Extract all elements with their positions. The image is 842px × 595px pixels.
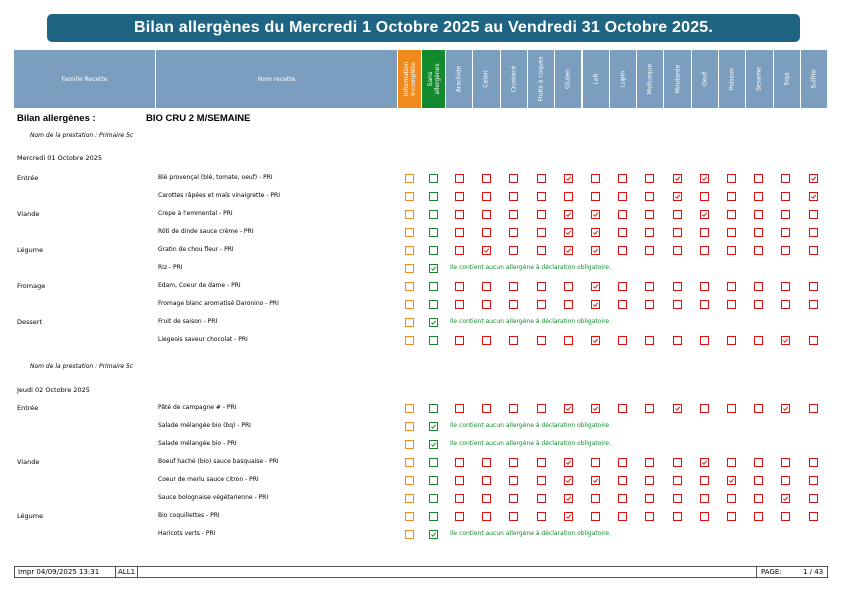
no-allergen-message: Ile contient aucun allergène à déclaration obligatoire. [450,422,612,429]
no-allergen-checkbox [429,282,438,291]
header-allergen-sesame [746,50,773,108]
recipe-name: Gratin de chou fleur - PRI [158,246,234,253]
allergen-checkbox [509,458,518,467]
allergen-checkbox [564,512,573,521]
allergen-checkbox [537,458,546,467]
page-footer [14,566,828,578]
allergen-checkbox [645,512,654,521]
recipe-name: Liegeois saveur chocolat - PRI [158,336,248,343]
allergen-checkbox [482,458,491,467]
recipe-name: Boeuf haché (bio) sauce basquaise - PRI [158,458,279,465]
allergen-checkbox [645,192,654,201]
info-incomplete-checkbox [405,228,414,237]
recipe-name: Bio coquillettes - PRI [158,512,220,519]
header-allergen-oeuf-label: Oeuf [701,71,709,87]
allergen-checkbox [754,476,763,485]
family-label: Légume [17,512,44,520]
info-incomplete-checkbox [405,192,414,201]
header-sans-allergenes-label: Sans allergènes [426,63,441,95]
header-allergen-lait [583,50,610,108]
allergen-checkbox [482,246,491,255]
page-number: 1 / 43 [803,568,824,576]
recipe-name: Fruit de saison - PRI [158,318,218,325]
allergen-checkbox [754,512,763,521]
allergen-checkbox [537,494,546,503]
allergen-checkbox [618,210,627,219]
allergen-checkbox [645,404,654,413]
allergen-checkbox [564,192,573,201]
allergen-checkbox [564,336,573,345]
allergen-checkbox [809,228,818,237]
no-allergen-checkbox [429,264,438,273]
allergen-checkbox [482,282,491,291]
allergen-checkbox [482,336,491,345]
allergen-checkbox [509,210,518,219]
allergen-checkbox [754,404,763,413]
header-allergen-mollusque-label: Mollusque [646,63,654,95]
recipe-name: Fromage blanc aromatisé Daronino - PRI [158,300,279,307]
allergen-checkbox [754,336,763,345]
no-allergen-checkbox [429,458,438,467]
recipe-name: Salade mélangée bio - PRI [158,440,237,447]
header-allergen-fruits-a-coques [528,50,555,108]
allergen-checkbox [455,404,464,413]
allergen-checkbox [727,476,736,485]
recipe-name: Coeur de merlu sauce citron - PRI [158,476,259,483]
allergen-checkbox [781,246,790,255]
allergen-checkbox [455,192,464,201]
allergen-checkbox [564,476,573,485]
allergen-checkbox [645,228,654,237]
no-allergen-checkbox [429,476,438,485]
header-famille-label: Famille Recette [61,75,108,83]
allergen-checkbox [754,174,763,183]
allergen-checkbox [591,476,600,485]
allergen-checkbox [673,174,682,183]
allergen-checkbox [455,336,464,345]
allergen-checkbox [564,246,573,255]
allergen-checkbox [700,300,709,309]
allergen-checkbox [509,336,518,345]
allergen-checkbox [754,300,763,309]
no-allergen-checkbox [429,318,438,327]
print-date: Impr 04/09/2025 13:31 [18,568,100,576]
allergen-checkbox [618,476,627,485]
allergen-checkbox [482,210,491,219]
no-allergen-checkbox [429,440,438,449]
allergen-checkbox [455,246,464,255]
allergen-checkbox [781,210,790,219]
allergen-checkbox [618,300,627,309]
allergen-checkbox [482,192,491,201]
allergen-checkbox [591,210,600,219]
allergen-checkbox [591,336,600,345]
no-allergen-checkbox [429,512,438,521]
allergen-checkbox [727,512,736,521]
table-header [14,50,828,108]
allergen-checkbox [455,458,464,467]
allergen-checkbox [781,494,790,503]
info-incomplete-checkbox [405,440,414,449]
info-incomplete-checkbox [405,530,414,539]
recipe-name: Rôti de dinde sauce crème - PRI [158,228,254,235]
allergen-checkbox [727,458,736,467]
no-allergen-message: Ile contient aucun allergène à déclaration obligatoire. [450,264,612,271]
prestation-name: Nom de la prestation : Primaire 5c [30,132,134,139]
allergen-checkbox [700,512,709,521]
allergen-checkbox [809,512,818,521]
allergen-checkbox [455,174,464,183]
allergen-checkbox [754,246,763,255]
allergen-checkbox [509,512,518,521]
header-allergen-lait-label: Lait [592,73,600,85]
info-incomplete-checkbox [405,494,414,503]
info-incomplete-checkbox [405,476,414,485]
allergen-checkbox [564,404,573,413]
no-allergen-checkbox [429,422,438,431]
allergen-checkbox [645,336,654,345]
allergen-checkbox [564,282,573,291]
allergen-checkbox [537,228,546,237]
allergen-checkbox [455,210,464,219]
allergen-checkbox [537,282,546,291]
allergen-checkbox [618,282,627,291]
allergen-checkbox [618,246,627,255]
allergen-checkbox [809,246,818,255]
page-label: PAGE: [761,568,782,576]
header-allergen-moutarde-label: Moutarde [674,64,682,94]
allergen-checkbox [537,404,546,413]
allergen-checkbox [564,210,573,219]
allergen-checkbox [509,192,518,201]
no-allergen-message: Ile contient aucun allergène à déclaration obligatoire. [450,530,612,537]
allergen-checkbox [537,300,546,309]
day-date: Jeudi 02 Octobre 2025 [17,386,90,394]
allergen-checkbox [809,192,818,201]
allergen-checkbox [618,174,627,183]
allergen-checkbox [727,494,736,503]
allergen-checkbox [645,458,654,467]
allergen-checkbox [727,282,736,291]
allergen-checkbox [455,282,464,291]
allergen-checkbox [482,512,491,521]
allergen-checkbox [781,512,790,521]
no-allergen-checkbox [429,494,438,503]
info-incomplete-checkbox [405,422,414,431]
allergen-checkbox [754,192,763,201]
prestation-name: Nom de la prestation : Primaire 5c [30,363,134,370]
header-allergen-celeri-label: Celeri [482,70,490,88]
allergen-checkbox [645,210,654,219]
allergen-checkbox [781,458,790,467]
allergen-checkbox [482,228,491,237]
allergen-checkbox [700,336,709,345]
allergen-checkbox [809,494,818,503]
allergen-checkbox [645,246,654,255]
recipe-name: Crepe à l'emmental - PRI [158,210,233,217]
info-incomplete-checkbox [405,458,414,467]
allergen-checkbox [564,458,573,467]
family-label: Viande [17,210,40,218]
day-date: Mercredi 01 Octobre 2025 [17,154,103,162]
allergen-checkbox [700,494,709,503]
recipe-name: Pâté de campagne # - PRI [158,404,237,411]
allergen-checkbox [645,494,654,503]
no-allergen-message: Ile contient aucun allergène à déclaration obligatoire. [450,440,612,447]
allergen-checkbox [509,246,518,255]
allergen-checkbox [618,512,627,521]
no-allergen-checkbox [429,228,438,237]
allergen-checkbox [591,246,600,255]
no-allergen-checkbox [429,530,438,539]
allergen-checkbox [673,192,682,201]
allergen-checkbox [509,228,518,237]
allergen-checkbox [727,174,736,183]
header-allergen-poisson-label: Poisson [728,67,736,91]
allergen-checkbox [700,282,709,291]
header-allergen-moutarde [664,50,691,108]
allergen-checkbox [537,512,546,521]
allergen-checkbox [809,282,818,291]
allergen-checkbox [809,336,818,345]
info-incomplete-checkbox [405,512,414,521]
allergen-checkbox [509,476,518,485]
allergen-checkbox [673,458,682,467]
recipe-name: Salade mélangée bio (bq) - PRI [158,422,251,429]
allergen-checkbox [781,300,790,309]
recipe-name: Edam, Coeur de dame - PRI [158,282,241,289]
header-nom-label: Nom recette [257,75,296,83]
allergen-checkbox [645,476,654,485]
allergen-checkbox [455,512,464,521]
header-nom [156,50,398,108]
allergen-checkbox [673,404,682,413]
allergen-checkbox [700,458,709,467]
allergen-checkbox [673,476,682,485]
allergen-checkbox [537,246,546,255]
allergen-checkbox [700,246,709,255]
allergen-checkbox [700,174,709,183]
allergen-checkbox [809,210,818,219]
allergen-checkbox [618,228,627,237]
no-allergen-checkbox [429,246,438,255]
allergen-checkbox [673,282,682,291]
allergen-checkbox [482,494,491,503]
info-incomplete-checkbox [405,246,414,255]
allergen-checkbox [482,404,491,413]
allergen-checkbox [809,174,818,183]
recipe-name: Riz - PRI [158,264,183,271]
allergen-checkbox [564,494,573,503]
info-incomplete-checkbox [405,336,414,345]
recipe-name: Carottes râpées et maïs vinaigrette - PRI [158,192,280,199]
no-allergen-checkbox [429,336,438,345]
allergen-checkbox [618,404,627,413]
header-info-incomplete-label: Information incomplète [402,61,417,97]
allergen-checkbox [509,282,518,291]
header-sans-allergenes [422,50,446,108]
allergen-checkbox [509,404,518,413]
allergen-checkbox [727,336,736,345]
header-info-incomplete [398,50,422,108]
info-incomplete-checkbox [405,300,414,309]
header-allergen-poisson [719,50,746,108]
allergen-checkbox [455,476,464,485]
allergen-checkbox [591,512,600,521]
allergen-checkbox [645,300,654,309]
allergen-checkbox [591,174,600,183]
recipe-name: Haricots verts - PRI [158,530,216,537]
info-incomplete-checkbox [405,174,414,183]
allergen-checkbox [618,192,627,201]
allergen-checkbox [781,336,790,345]
allergen-checkbox [700,210,709,219]
allergen-checkbox [482,174,491,183]
allergen-checkbox [482,300,491,309]
allergen-checkbox [727,228,736,237]
recipe-name: Sauce bolognaise végétarienne - PRI [158,494,269,501]
report-title: Bilan allergènes du Mercredi 1 Octobre 2025 au Vendredi 31 Octobre 2025. [47,14,800,42]
allergen-checkbox [781,404,790,413]
allergen-checkbox [591,494,600,503]
allergen-checkbox [564,300,573,309]
allergen-checkbox [509,494,518,503]
allergen-checkbox [455,494,464,503]
allergen-checkbox [809,476,818,485]
no-allergen-checkbox [429,404,438,413]
allergen-checkbox [727,300,736,309]
allergen-checkbox [482,476,491,485]
allergen-checkbox [618,458,627,467]
header-allergen-fruits-a-coques-label: Fruits à coques [537,56,545,102]
allergen-checkbox [591,192,600,201]
section-label: Bilan allergènes : [17,113,96,124]
info-incomplete-checkbox [405,404,414,413]
allergen-checkbox [591,458,600,467]
allergen-checkbox [809,300,818,309]
header-allergen-crustace-label: Crustacé [510,65,518,93]
allergen-checkbox [754,210,763,219]
allergen-checkbox [781,192,790,201]
family-label: Légume [17,246,44,254]
info-incomplete-checkbox [405,282,414,291]
allergen-checkbox [809,458,818,467]
info-incomplete-checkbox [405,318,414,327]
header-allergen-arachide [446,50,473,108]
info-incomplete-checkbox [405,210,414,219]
allergen-checkbox [673,512,682,521]
allergen-checkbox [537,174,546,183]
section-name: BIO CRU 2 M/SEMAINE [146,113,251,124]
recipe-name: Blé provençal (blé, tomate, oeuf) - PRI [158,174,273,181]
family-label: Fromage [17,282,46,290]
header-allergen-lupin [610,50,637,108]
allergen-checkbox [754,494,763,503]
header-allergen-sulfite-label: Sulfite [810,69,818,89]
allergen-checkbox [537,210,546,219]
header-allergen-arachide-label: Arachide [455,65,463,93]
allergen-checkbox [509,300,518,309]
allergen-checkbox [645,174,654,183]
allergen-checkbox [591,228,600,237]
allergen-checkbox [564,174,573,183]
allergen-checkbox [455,300,464,309]
family-label: Entrée [17,404,39,412]
allergen-checkbox [509,174,518,183]
allergen-checkbox [537,192,546,201]
no-allergen-checkbox [429,300,438,309]
header-allergen-celeri [473,50,500,108]
allergen-checkbox [673,246,682,255]
allergen-checkbox [618,336,627,345]
family-label: Entrée [17,174,39,182]
header-allergen-oeuf [692,50,719,108]
allergen-checkbox [673,210,682,219]
allergen-checkbox [700,192,709,201]
header-allergen-crustace [501,50,528,108]
header-allergen-mollusque [637,50,664,108]
allergen-checkbox [781,282,790,291]
report-code: ALL1 [118,568,136,576]
header-allergen-gluten-label: Gluten [564,69,572,89]
allergen-checkbox [564,228,573,237]
allergen-checkbox [781,174,790,183]
allergen-checkbox [754,282,763,291]
allergen-checkbox [618,494,627,503]
allergen-checkbox [727,210,736,219]
no-allergen-checkbox [429,210,438,219]
allergen-checkbox [645,282,654,291]
allergen-checkbox [700,404,709,413]
allergen-checkbox [727,192,736,201]
no-allergen-message: Ile contient aucun allergène à déclaration obligatoire. [450,318,612,325]
allergen-checkbox [754,458,763,467]
allergen-checkbox [537,476,546,485]
allergen-checkbox [455,228,464,237]
no-allergen-checkbox [429,174,438,183]
allergen-checkbox [537,336,546,345]
header-allergen-soja-label: Soja [783,72,791,86]
allergen-checkbox [700,476,709,485]
allergen-checkbox [673,228,682,237]
header-famille [14,50,156,108]
header-allergen-sulfite [801,50,828,108]
allergen-checkbox [673,300,682,309]
allergen-checkbox [781,476,790,485]
allergen-checkbox [727,246,736,255]
allergen-checkbox [591,282,600,291]
header-allergen-gluten [555,50,582,108]
header-allergen-lupin-label: Lupin [619,70,627,88]
no-allergen-checkbox [429,192,438,201]
allergen-checkbox [781,228,790,237]
allergen-checkbox [809,404,818,413]
allergen-checkbox [673,336,682,345]
allergen-checkbox [591,300,600,309]
allergen-checkbox [754,228,763,237]
family-label: Viande [17,458,40,466]
allergen-checkbox [700,228,709,237]
allergen-checkbox [591,404,600,413]
header-allergen-soja [774,50,801,108]
family-label: Dessert [17,318,42,326]
info-incomplete-checkbox [405,264,414,273]
allergen-checkbox [727,404,736,413]
header-allergen-sesame-label: Sesame [755,67,763,91]
allergen-checkbox [673,494,682,503]
